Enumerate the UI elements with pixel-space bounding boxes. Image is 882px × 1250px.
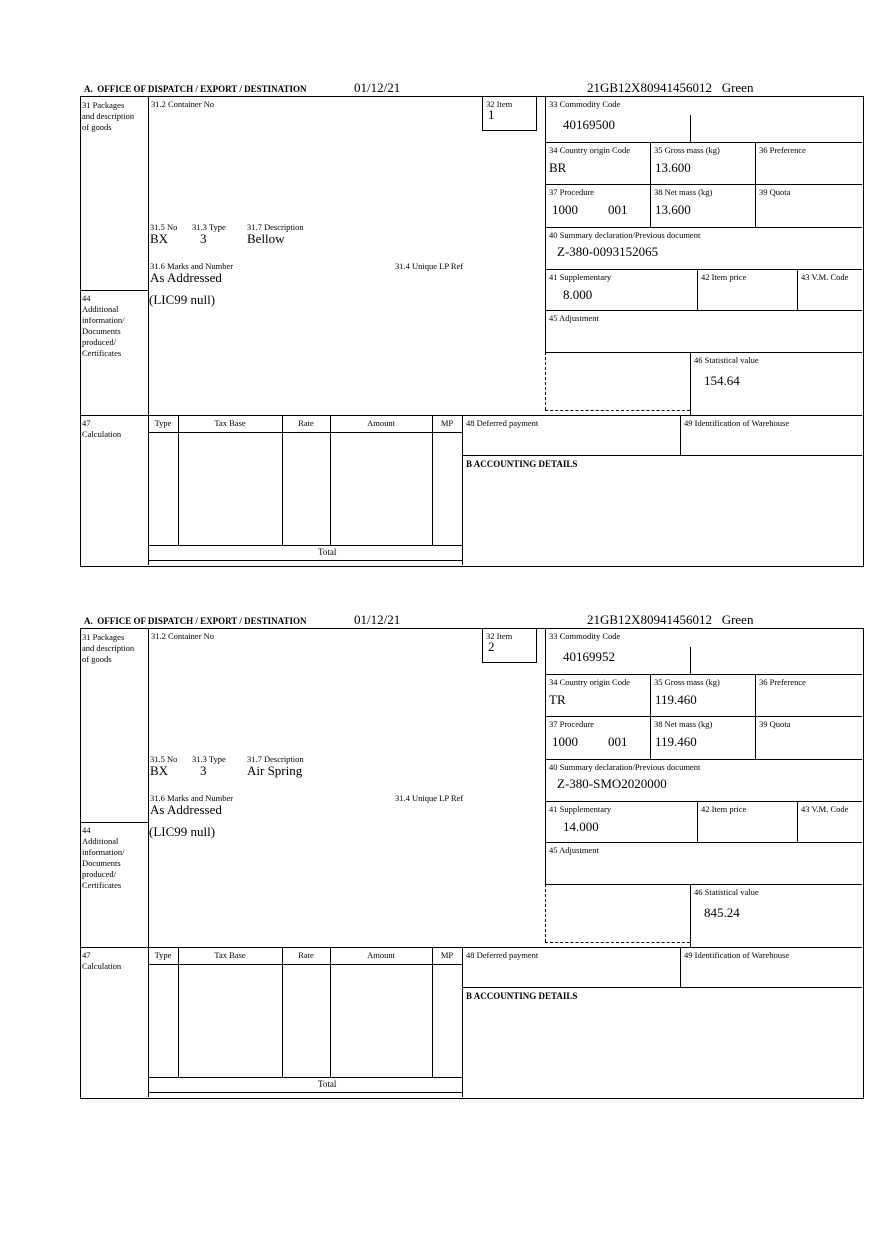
grid-line [755, 142, 756, 227]
grid-line [650, 142, 651, 227]
grid-line [697, 269, 698, 310]
grid-line [148, 96, 149, 565]
grid-line [797, 801, 798, 842]
col-type-header: Type [154, 950, 172, 960]
additional-info-value: (LIC99 null) [149, 292, 216, 307]
quota-label: 39 Quota [759, 719, 791, 729]
net-mass-value: 13.600 [655, 202, 691, 217]
accounting-details-label: B ACCOUNTING DETAILS [466, 459, 578, 469]
grid-line [545, 352, 862, 353]
grid-line [432, 947, 433, 1077]
grid-line [148, 1092, 462, 1093]
marks-value: As Addressed [150, 270, 222, 285]
item-number-value: 2 [488, 639, 495, 654]
grid-line [650, 674, 651, 759]
procedure-ext-value: 001 [608, 202, 628, 217]
container-no-label: 31.2 Container No [151, 99, 215, 109]
box47-label: 47 [82, 950, 91, 960]
description-label: 31.7 Description [247, 222, 304, 232]
grid-line [545, 716, 862, 717]
grid-line [545, 628, 546, 884]
statistical-value: 154.64 [704, 373, 740, 388]
item-price-label: 42 Item price [701, 804, 747, 814]
grid-line [690, 352, 691, 415]
grid-line [545, 674, 862, 675]
col-amount-header: Amount [367, 418, 395, 428]
grid-line [282, 947, 283, 1077]
additional-info-value: (LIC99 null) [149, 824, 216, 839]
summary-declaration-value: Z-380-0093152065 [557, 244, 659, 259]
grid-line-dashed [545, 410, 690, 411]
col-tax-base-header: Tax Base [214, 418, 246, 428]
item-label: 32 Item [486, 631, 513, 641]
col-tax-base-header: Tax Base [214, 950, 246, 960]
summary-declaration-value: Z-380-SMO2020000 [557, 776, 667, 791]
warehouse-label: 49 Identification of Warehouse [684, 418, 790, 428]
statistical-value: 845.24 [704, 905, 740, 920]
statistical-value-label: 46 Statistical value [694, 355, 759, 365]
dispatch-date: 01/12/21 [354, 80, 401, 95]
box47-label-text: Calculation [82, 429, 122, 439]
form-frame [80, 628, 864, 1099]
package-no-label: 31.5 No [150, 754, 178, 764]
box31-label: 31 Packages and description of goods [82, 632, 135, 665]
grid-line [148, 560, 462, 561]
col-type-header: Type [154, 418, 172, 428]
box47-label: 47 [82, 418, 91, 428]
movement-reference: 21GB12X80941456012 Green [587, 612, 754, 627]
grid-line [148, 628, 149, 1097]
office-of-dispatch-label: A. OFFICE OF DISPATCH / EXPORT / DESTINATION [84, 616, 307, 626]
grid-line [680, 415, 681, 455]
grid-line [80, 290, 148, 291]
customs-form-item-2 [80, 612, 863, 1104]
warehouse-label: 49 Identification of Warehouse [684, 950, 790, 960]
gross-mass-value: 119.460 [655, 692, 697, 707]
package-description-value: Air Spring [247, 763, 303, 778]
grid-line [545, 759, 862, 760]
supplementary-value: 14.000 [563, 819, 599, 834]
unique-lp-ref-label: 31.4 Unique LP Ref [395, 261, 464, 271]
grid-line-dashed [545, 942, 690, 943]
col-rate-header: Rate [298, 418, 314, 428]
grid-line [330, 947, 331, 1077]
form-frame [80, 96, 864, 567]
deferred-payment-label: 48 Deferred payment [466, 950, 539, 960]
summary-declaration-label: 40 Summary declaration/Previous document [549, 762, 701, 772]
procedure-ext-value: 001 [608, 734, 628, 749]
package-no-value: BX [150, 231, 169, 246]
grid-line [330, 415, 331, 545]
grid-line-dashed [545, 352, 546, 410]
grid-line [545, 269, 862, 270]
grid-line [545, 310, 862, 311]
grid-line [462, 455, 862, 456]
movement-reference: 21GB12X80941456012 Green [587, 80, 754, 95]
dispatch-date: 01/12/21 [354, 612, 401, 627]
commodity-code-divider [690, 647, 691, 674]
deferred-payment-label: 48 Deferred payment [466, 418, 539, 428]
commodity-code-label: 33 Commodity Code [549, 631, 621, 641]
supplementary-label: 41 Supplementary [549, 272, 612, 282]
col-rate-header: Rate [298, 950, 314, 960]
total-label: Total [318, 547, 337, 557]
statistical-value-label: 46 Statistical value [694, 887, 759, 897]
grid-line [462, 987, 862, 988]
gross-mass-value: 13.600 [655, 160, 691, 175]
grid-line [148, 432, 462, 433]
grid-line [545, 96, 546, 352]
procedure-value: 1000 [552, 202, 578, 217]
grid-line [462, 415, 463, 565]
customs-form-item-1 [80, 80, 863, 572]
package-description-value: Bellow [247, 231, 285, 246]
grid-line [282, 415, 283, 545]
grid-line [80, 947, 862, 948]
country-origin-label: 34 Country origin Code [549, 677, 630, 687]
grid-line [148, 1077, 462, 1078]
grid-line [545, 142, 862, 143]
grid-line [697, 801, 698, 842]
vm-code-label: 43 V.M. Code [801, 272, 849, 282]
col-mp-header: MP [440, 418, 454, 428]
grid-line [432, 415, 433, 545]
commodity-code-divider [690, 115, 691, 142]
package-type-label: 31.3 Type [192, 222, 226, 232]
net-mass-label: 38 Net mass (kg) [654, 719, 713, 729]
grid-line [462, 947, 463, 1097]
package-type-value: 3 [200, 231, 207, 246]
grid-line [545, 227, 862, 228]
commodity-code-label: 33 Commodity Code [549, 99, 621, 109]
unique-lp-ref-label: 31.4 Unique LP Ref [395, 793, 464, 803]
country-origin-value: BR [549, 160, 567, 175]
marks-label: 31.6 Marks and Number [150, 261, 234, 271]
country-origin-value: TR [549, 692, 566, 707]
package-no-label: 31.5 No [150, 222, 178, 232]
preference-label: 36 Preference [759, 677, 806, 687]
item-number-value: 1 [488, 107, 495, 122]
item-price-label: 42 Item price [701, 272, 747, 282]
gross-mass-label: 35 Gross mass (kg) [654, 145, 720, 155]
description-label: 31.7 Description [247, 754, 304, 764]
package-type-value: 3 [200, 763, 207, 778]
grid-line [690, 884, 691, 947]
accounting-details-label: B ACCOUNTING DETAILS [466, 991, 578, 1001]
grid-line [178, 947, 179, 1077]
vm-code-label: 43 V.M. Code [801, 804, 849, 814]
grid-line-dashed [545, 884, 546, 942]
net-mass-label: 38 Net mass (kg) [654, 187, 713, 197]
grid-line [797, 269, 798, 310]
container-no-label: 31.2 Container No [151, 631, 215, 641]
box44-label-text: Additional information/ Documents produced/ Certificates [82, 304, 125, 359]
commodity-code-value: 40169952 [563, 649, 615, 664]
grid-line [148, 964, 462, 965]
col-mp-header: MP [440, 950, 454, 960]
grid-line [80, 415, 862, 416]
procedure-value: 1000 [552, 734, 578, 749]
box44-label-text: Additional information/ Documents produced/ Certificates [82, 836, 125, 891]
grid-line [545, 842, 862, 843]
grid-line [755, 674, 756, 759]
adjustment-label: 45 Adjustment [549, 313, 599, 323]
total-label: Total [318, 1079, 337, 1089]
item-label: 32 Item [486, 99, 513, 109]
gross-mass-label: 35 Gross mass (kg) [654, 677, 720, 687]
grid-line [680, 947, 681, 987]
procedure-label: 37 Procedure [549, 719, 595, 729]
grid-line [148, 545, 462, 546]
summary-declaration-label: 40 Summary declaration/Previous document [549, 230, 701, 240]
package-no-value: BX [150, 763, 169, 778]
adjustment-label: 45 Adjustment [549, 845, 599, 855]
box44-label: 44 [82, 825, 91, 835]
package-type-label: 31.3 Type [192, 754, 226, 764]
box47-label-text: Calculation [82, 961, 122, 971]
net-mass-value: 119.460 [655, 734, 697, 749]
col-amount-header: Amount [367, 950, 395, 960]
grid-line [80, 822, 148, 823]
office-of-dispatch-label: A. OFFICE OF DISPATCH / EXPORT / DESTINATION [84, 84, 307, 94]
marks-label: 31.6 Marks and Number [150, 793, 234, 803]
commodity-code-value: 40169500 [563, 117, 615, 132]
preference-label: 36 Preference [759, 145, 806, 155]
supplementary-value: 8.000 [563, 287, 593, 302]
grid-line [178, 415, 179, 545]
procedure-label: 37 Procedure [549, 187, 595, 197]
marks-value: As Addressed [150, 802, 222, 817]
country-origin-label: 34 Country origin Code [549, 145, 630, 155]
grid-line [545, 884, 862, 885]
box31-label: 31 Packages and description of goods [82, 100, 135, 133]
box44-label: 44 [82, 293, 91, 303]
grid-line [545, 801, 862, 802]
supplementary-label: 41 Supplementary [549, 804, 612, 814]
grid-line [545, 184, 862, 185]
quota-label: 39 Quota [759, 187, 791, 197]
